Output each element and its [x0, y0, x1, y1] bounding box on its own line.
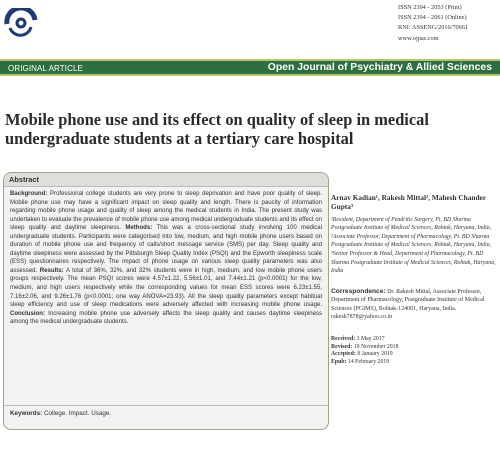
article-dates — [331, 336, 498, 367]
results-text: A total of 36%, 32%, and 32% students were in high, medium, and low mobile phone users groups respectively. The mean PSQI scores were 4.57±1.22, 5.56±1.01, and 7.44±1.21 (p<0.0001) for the low, medium, and high users respectively while the corresponding values for mean ESS scores were 6.23±1.55, 7.16±2.06, and 9.26±1.76 (p<0.0001; one way ANOVA=23.93). All the sleep quality parameters except habitual sleep efficiency and use of sleep medications were adversely affected with increasing mobile phone usage. — [10, 267, 322, 309]
methods-label: Methods: — [125, 225, 153, 232]
results-label: Results: — [39, 267, 64, 274]
abstract-box — [3, 172, 329, 430]
author-names: Arnav Kadian¹, Rakesh Mittal², Mahesh Chander Gupta³ — [331, 193, 486, 212]
keywords-divider — [4, 405, 328, 406]
keywords-label: Keywords: — [10, 410, 43, 417]
correspondence-text: Dr. Rakesh Mittal, Associate Professor, Department of Pharmacology, Postgraduate Institute of Medical Sciences (PGIMS), Rohtak-124001, Haryana, India. rakesh7878@yahoo.co.in — [331, 288, 485, 321]
issn-online: ISSN 2394 - 2061 (Online) — [398, 14, 467, 22]
keywords — [10, 410, 111, 417]
journal-name: Open Journal of Psychiatry & Allied Sciences — [267, 62, 492, 73]
accepted-date: Accepted: 8 January 2019 — [331, 351, 393, 358]
background-label: Background: — [10, 191, 48, 197]
background-text: Professional college students are very prone to sleep deprivation and have poor quality of sleep. Mobile phone use may have a significant impact on sleep quality and length. There is paucity of information regarding mobile phone usage and quality of sleep among the medical students in India. The present study was undertaken to evaluate the prevalence of mobile phone use among medical undergraduate students and its effect on sleep quality and daytime sleepiness. — [10, 191, 322, 232]
correspondence — [331, 288, 498, 322]
journal-banner — [0, 59, 500, 76]
revised-date: Revised: 19 November 2018 — [331, 343, 399, 350]
correspondence-label: Correspondence: — [331, 287, 386, 295]
section-label: ORIGINAL ARTICLE — [8, 64, 83, 73]
received-date: Received: 3 May 2017 — [331, 335, 385, 342]
issn-print: ISSN 2394 - 2053 (Print) — [398, 4, 462, 11]
author-column — [331, 193, 498, 367]
abstract-body — [4, 187, 328, 327]
keywords-text: College. Impact. Usage. — [43, 410, 112, 417]
author-affiliations: ¹Resident, Department of Peadritic Surgery, Pt. BD Sharma Postgraduate Institute of Medical Sciences, Rohtak, Haryana, India, ²Associate Professor, Department of Pharmacology, Pt. BD Sharma Postgraduate Institute of Medical Sciences, Rohtak, Haryana, India, ³Senior Professor & Head, Department of Pharmacology, Pt. BD Sharma Postgraduate Institute of Medical Sciences, Rohtak, Haryana, India — [331, 216, 496, 275]
conclusion-text: Increasing mobile phone use adversely affects the sleep quality and causes daytime sleepiness among the medical undergraduate students. — [10, 310, 323, 326]
journal-meta — [398, 3, 498, 44]
rni-number: RNI: ASSENG/2016/70661 — [398, 24, 469, 32]
journal-logo — [4, 8, 38, 38]
article-title: Mobile phone use and its effect on quality of sleep in medical undergraduate students at a tertiary care hospital — [5, 110, 429, 148]
methods-text: This was a cross-sectional study involving 100 medical undergraduate students. Participants were categorised into low, medium, and high mobile phone users based on duration of mobile phone use and frequency of calls/short message service (SMS) per day. Sleep quality and daytime sleepiness were assessed by the Pittsburgh Sleep Quality Index (PSQI) and the Epworth sleepiness scale (ESS) questionnaires respectively. The impact of phone usage on various sleep quality parameters was also assessed. — [10, 225, 322, 274]
abstract-heading: Abstract — [4, 173, 328, 187]
conclusion-label: Conclusion: — [10, 310, 45, 317]
epub-date: Epub: 14 February 2019 — [331, 359, 390, 366]
website-link[interactable]: www.ojpas.com — [398, 34, 439, 42]
